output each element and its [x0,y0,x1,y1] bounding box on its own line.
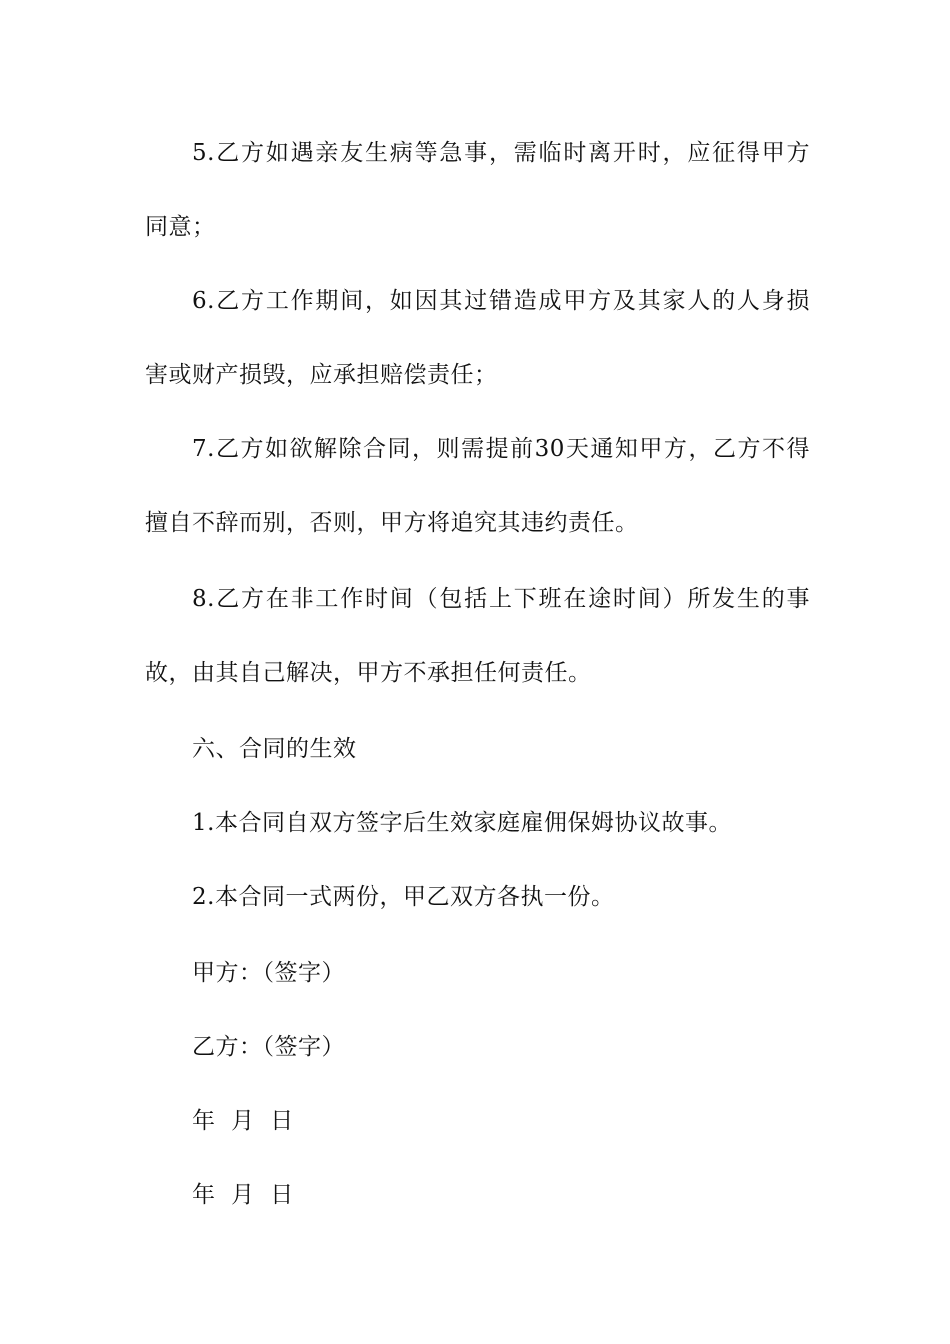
party-a-signature: 甲方：（签字） [192,960,345,986]
clause-7-line-2: 擅自不辞而别，否则，甲方将追究其违约责任。 [145,510,639,536]
party-b-signature: 乙方：（签字） [192,1034,345,1060]
section-heading-contract-effect: 六、合同的生效 [192,736,357,762]
clause-5-line-2: 同意； [145,214,216,240]
effect-clause-2: 2.本合同一式两份，甲乙双方各执一份。 [192,884,615,910]
clause-8-line-2: 故，由其自己解决，甲方不承担任何责任。 [145,660,592,686]
clause-7-line-1: 7.乙方如欲解除合同，则需提前30天通知甲方，乙方不得 [192,436,810,462]
date-line-2: 年 月 日 [192,1182,294,1208]
date-line-1: 年 月 日 [192,1108,294,1134]
effect-clause-1: 1.本合同自双方签字后生效家庭雇佣保姆协议故事。 [192,810,732,836]
clause-6-line-1: 6.乙方工作期间，如因其过错造成甲方及其家人的人身损 [192,288,810,314]
clause-5-line-1: 5.乙方如遇亲友生病等急事，需临时离开时，应征得甲方 [192,140,810,166]
clause-8-line-1: 8.乙方在非工作时间（包括上下班在途时间）所发生的事 [192,586,810,612]
clause-6-line-2: 害或财产损毁，应承担赔偿责任； [145,362,498,388]
